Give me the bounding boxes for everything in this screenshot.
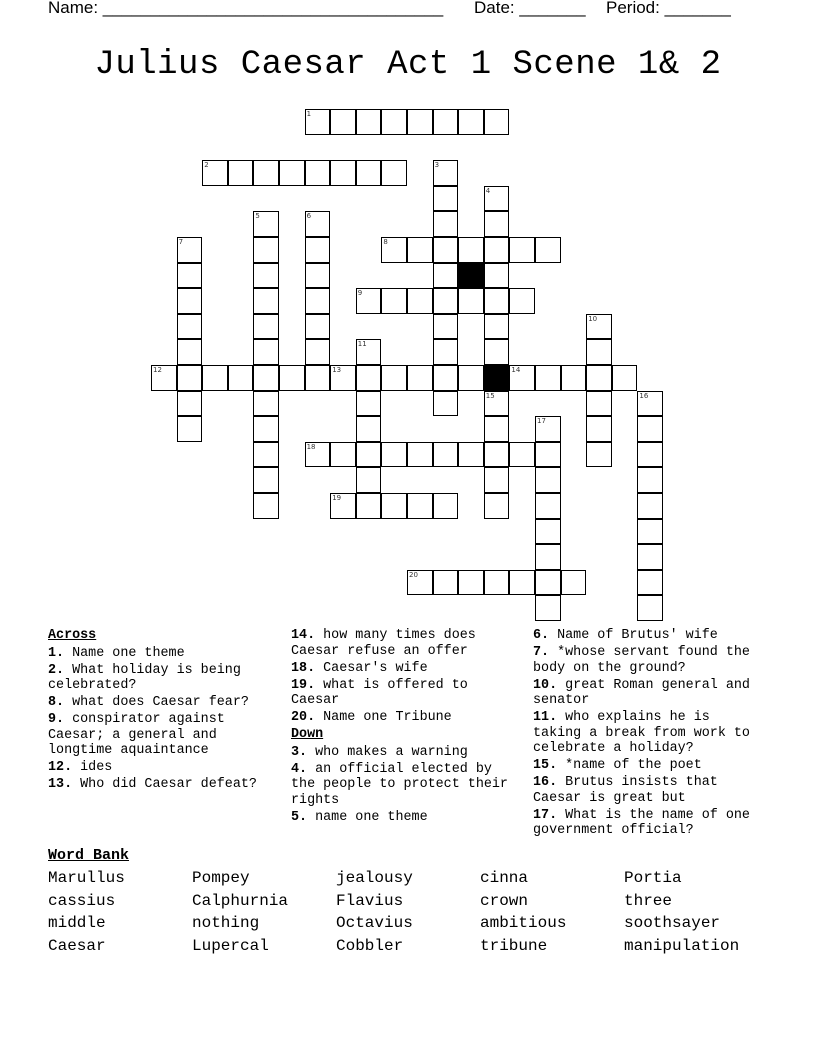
crossword-cell[interactable] bbox=[177, 365, 203, 391]
crossword-cell[interactable] bbox=[433, 109, 459, 135]
crossword-cell[interactable] bbox=[381, 442, 407, 468]
clue-number-10: 10 bbox=[588, 314, 598, 323]
clue-number: 14. bbox=[291, 628, 316, 643]
crossword-cell[interactable] bbox=[535, 467, 561, 493]
crossword-cell[interactable] bbox=[535, 595, 561, 621]
word-bank-item: tribune bbox=[480, 937, 548, 956]
crossword-cell[interactable] bbox=[484, 570, 510, 596]
crossword-cell[interactable] bbox=[305, 160, 331, 186]
down-heading: Down bbox=[291, 727, 324, 742]
clue-item bbox=[291, 661, 521, 677]
clue-text: Name one Tribune bbox=[315, 710, 452, 725]
word-bank-item: ambitious bbox=[480, 914, 567, 933]
crossword-cell[interactable] bbox=[433, 237, 459, 263]
clue-number-9: 9 bbox=[357, 289, 363, 298]
crossword-cell[interactable] bbox=[586, 339, 612, 365]
clue-number: 1. bbox=[48, 645, 65, 661]
crossword-cell[interactable] bbox=[202, 365, 228, 391]
crossword-cell[interactable] bbox=[177, 263, 203, 289]
clues-column-3 bbox=[533, 628, 763, 840]
across-clue-list-continued bbox=[291, 628, 521, 726]
crossword-cell[interactable] bbox=[356, 493, 382, 519]
clue-number: 3. bbox=[291, 744, 308, 760]
clue-number: 12. bbox=[48, 760, 73, 775]
word-bank-item: manipulation bbox=[624, 937, 740, 956]
clue-item bbox=[291, 762, 521, 809]
crossword-cell[interactable] bbox=[279, 365, 305, 391]
clue-number-8: 8 bbox=[383, 238, 388, 246]
crossword-cell[interactable] bbox=[381, 160, 407, 186]
clue-number: 11. bbox=[533, 710, 558, 725]
crossword-cell[interactable] bbox=[356, 416, 382, 442]
clue-number: 7. bbox=[533, 645, 550, 660]
crossword-cell[interactable] bbox=[484, 416, 510, 442]
crossword-cell[interactable] bbox=[305, 365, 331, 391]
name-field[interactable]: Name: ____________________________________ bbox=[48, 0, 444, 17]
clue-number-1: 1 bbox=[306, 110, 312, 118]
crossword-cell[interactable] bbox=[509, 570, 535, 596]
clue-item bbox=[48, 663, 278, 694]
clue-item bbox=[48, 695, 278, 711]
crossword-cell[interactable] bbox=[484, 288, 510, 314]
crossword-cell[interactable] bbox=[305, 314, 331, 340]
crossword-cell[interactable] bbox=[253, 416, 279, 442]
word-bank-item: crown bbox=[480, 891, 529, 910]
crossword-cell[interactable] bbox=[381, 493, 407, 519]
crossword-cell[interactable] bbox=[407, 288, 433, 314]
crossword-cell[interactable] bbox=[253, 288, 279, 314]
crossword-cell[interactable] bbox=[433, 493, 459, 519]
crossword-cell[interactable] bbox=[458, 109, 484, 135]
crossword-cell[interactable] bbox=[484, 339, 510, 365]
crossword-cell[interactable] bbox=[407, 237, 433, 263]
crossword-cell[interactable] bbox=[509, 237, 535, 263]
word-bank-item: Lupercal bbox=[192, 937, 269, 956]
clue-item bbox=[533, 645, 763, 676]
word-bank-item: soothsayer bbox=[624, 914, 721, 933]
crossword-cell[interactable] bbox=[433, 391, 459, 417]
clue-number-19: 19 bbox=[332, 494, 342, 502]
crossword-black-cell bbox=[484, 365, 510, 391]
crossword-cell[interactable] bbox=[586, 416, 612, 442]
across-clue-list bbox=[48, 646, 278, 793]
crossword-cell[interactable] bbox=[484, 314, 510, 340]
clue-text: what does Caesar fear? bbox=[64, 695, 249, 710]
clue-number: 17. bbox=[533, 807, 558, 823]
crossword-cell[interactable] bbox=[637, 442, 663, 468]
crossword-cell[interactable] bbox=[561, 365, 587, 391]
clue-number-4: 4 bbox=[485, 186, 491, 195]
crossword-cell[interactable] bbox=[509, 442, 535, 468]
clue-number-5: 5 bbox=[255, 212, 260, 221]
down-clue-list bbox=[291, 745, 521, 826]
clue-text: What is the name of one government official? bbox=[533, 807, 750, 838]
crossword-cell[interactable] bbox=[535, 442, 561, 468]
crossword-cell[interactable] bbox=[330, 160, 356, 186]
crossword-cell[interactable] bbox=[330, 442, 356, 468]
crossword-cell[interactable] bbox=[177, 416, 203, 442]
clue-text: What holiday is being celebrated? bbox=[48, 662, 241, 693]
clue-text: *whose servant found the body on the ground? bbox=[533, 645, 750, 676]
crossword-cell[interactable] bbox=[458, 288, 484, 314]
crossword-cell[interactable] bbox=[586, 391, 612, 417]
clue-number-16: 16 bbox=[639, 391, 649, 400]
crossword-cell[interactable] bbox=[356, 160, 382, 186]
clue-text: Name of Brutus' wife bbox=[549, 628, 718, 643]
word-bank-item: Pompey bbox=[192, 869, 250, 887]
word-bank bbox=[48, 869, 808, 960]
crossword-cell[interactable] bbox=[509, 288, 535, 314]
crossword-cell[interactable] bbox=[535, 544, 561, 570]
clue-number: 10. bbox=[533, 677, 558, 693]
word-bank-item: Calphurnia bbox=[192, 891, 289, 910]
clue-item bbox=[533, 710, 763, 757]
across-heading: Across bbox=[48, 628, 97, 643]
clue-text: how many times does Caesar refuse an offer bbox=[291, 628, 476, 659]
clue-item bbox=[291, 710, 521, 726]
crossword-cell[interactable] bbox=[253, 391, 279, 417]
crossword-cell[interactable] bbox=[356, 467, 382, 493]
crossword-cell[interactable] bbox=[381, 288, 407, 314]
crossword-cell[interactable] bbox=[356, 442, 382, 468]
crossword-cell[interactable] bbox=[305, 263, 331, 289]
crossword-cell[interactable] bbox=[535, 493, 561, 519]
clue-number: 6. bbox=[533, 628, 550, 643]
crossword-cell[interactable] bbox=[484, 493, 510, 519]
clue-number-20: 20 bbox=[409, 570, 418, 579]
crossword-cell[interactable] bbox=[253, 263, 279, 289]
word-bank-item: jealousy bbox=[336, 869, 413, 887]
clue-item bbox=[533, 775, 763, 806]
crossword-cell[interactable] bbox=[535, 570, 561, 596]
crossword-cell[interactable] bbox=[612, 365, 638, 391]
clue-number-3: 3 bbox=[434, 161, 440, 170]
clue-item bbox=[48, 760, 278, 776]
word-bank-item: Caesar bbox=[48, 937, 106, 956]
word-bank-item: cassius bbox=[48, 891, 116, 910]
clue-number: 9. bbox=[48, 712, 65, 727]
crossword-cell[interactable] bbox=[535, 365, 561, 391]
crossword-cell[interactable] bbox=[484, 467, 510, 493]
crossword-cell[interactable] bbox=[484, 442, 510, 468]
crossword-cell[interactable] bbox=[253, 160, 279, 186]
crossword-cell[interactable] bbox=[228, 160, 254, 186]
clue-item bbox=[48, 712, 278, 759]
word-bank-item: Octavius bbox=[336, 914, 413, 933]
crossword-cell[interactable] bbox=[433, 288, 459, 314]
clues-column-2 bbox=[291, 628, 521, 827]
clue-number-11: 11 bbox=[357, 340, 367, 349]
date-field[interactable]: Date: _______ bbox=[474, 0, 586, 17]
crossword-cell[interactable] bbox=[535, 519, 561, 545]
crossword-cell[interactable] bbox=[433, 339, 459, 365]
crossword-cell[interactable] bbox=[458, 365, 484, 391]
crossword-cell[interactable] bbox=[637, 493, 663, 519]
clue-text: an official elected by the people to protect their rights bbox=[291, 761, 508, 808]
clue-item bbox=[291, 678, 521, 709]
crossword-cell[interactable] bbox=[484, 263, 510, 289]
clue-text: name one theme bbox=[307, 809, 428, 825]
crossword-cell[interactable] bbox=[458, 237, 484, 263]
clue-number: 20. bbox=[291, 710, 316, 725]
clue-number-13: 13 bbox=[332, 366, 342, 374]
crossword-cell[interactable] bbox=[253, 467, 279, 493]
word-bank-item: cinna bbox=[480, 869, 529, 887]
clue-number: 4. bbox=[291, 761, 308, 777]
clue-item bbox=[533, 808, 763, 839]
crossword-cell[interactable] bbox=[637, 467, 663, 493]
clue-text: Name one theme bbox=[64, 645, 185, 661]
crossword-cell[interactable] bbox=[637, 519, 663, 545]
crossword-cell[interactable] bbox=[177, 391, 203, 417]
crossword-cell[interactable] bbox=[637, 416, 663, 442]
clue-number-7: 7 bbox=[178, 238, 184, 246]
clue-text: ides bbox=[72, 760, 113, 775]
clue-number: 5. bbox=[291, 809, 308, 825]
clue-text: who explains he is taking a break from work to celebrate a holiday? bbox=[533, 710, 750, 756]
crossword-black-cell bbox=[458, 263, 484, 289]
clue-text: Caesar's wife bbox=[315, 660, 428, 676]
crossword-cell[interactable] bbox=[253, 314, 279, 340]
crossword-cell[interactable] bbox=[253, 442, 279, 468]
clue-item bbox=[291, 810, 521, 826]
crossword-cell[interactable] bbox=[177, 339, 203, 365]
period-field[interactable]: Period: _______ bbox=[606, 0, 731, 17]
crossword-cell[interactable] bbox=[433, 442, 459, 468]
clue-number-12: 12 bbox=[153, 366, 162, 374]
crossword-cell[interactable] bbox=[458, 442, 484, 468]
crossword-cell[interactable] bbox=[253, 365, 279, 391]
clue-number-2: 2 bbox=[204, 161, 209, 170]
clue-item bbox=[48, 777, 278, 793]
clue-item bbox=[48, 646, 278, 662]
crossword-cell[interactable] bbox=[433, 314, 459, 340]
clue-number: 13. bbox=[48, 777, 73, 792]
crossword-cell[interactable] bbox=[305, 339, 331, 365]
crossword-cell[interactable] bbox=[305, 288, 331, 314]
clue-item bbox=[291, 628, 521, 659]
crossword-cell[interactable] bbox=[586, 365, 612, 391]
crossword-cell[interactable] bbox=[381, 109, 407, 135]
crossword-cell[interactable] bbox=[356, 391, 382, 417]
crossword-cell[interactable] bbox=[407, 493, 433, 519]
clue-text: what is offered to Caesar bbox=[291, 677, 468, 708]
crossword-cell[interactable] bbox=[279, 160, 305, 186]
crossword-cell[interactable] bbox=[637, 544, 663, 570]
crossword-cell[interactable] bbox=[177, 314, 203, 340]
clue-text: Brutus insists that Caesar is great but bbox=[533, 775, 718, 806]
clue-text: who makes a warning bbox=[307, 744, 468, 760]
word-bank-item: middle bbox=[48, 914, 106, 933]
word-bank-item: Marullus bbox=[48, 869, 125, 887]
crossword-cell[interactable] bbox=[433, 365, 459, 391]
clue-text: Who did Caesar defeat? bbox=[72, 777, 257, 792]
word-bank-item: Cobbler bbox=[336, 937, 404, 956]
clue-number: 15. bbox=[533, 758, 558, 773]
crossword-cell[interactable] bbox=[586, 442, 612, 468]
crossword-cell[interactable] bbox=[433, 211, 459, 237]
clue-number-14: 14 bbox=[511, 366, 521, 374]
crossword-cell[interactable] bbox=[253, 493, 279, 519]
crossword-cell[interactable] bbox=[433, 186, 459, 212]
crossword-cell[interactable] bbox=[253, 339, 279, 365]
crossword-cell[interactable] bbox=[561, 570, 587, 596]
crossword-cell[interactable] bbox=[381, 365, 407, 391]
crossword-cell[interactable] bbox=[484, 211, 510, 237]
word-bank-heading: Word Bank bbox=[48, 847, 130, 864]
page-title: Julius Caesar Act 1 Scene 1& 2 bbox=[94, 46, 722, 84]
clue-number: 16. bbox=[533, 775, 558, 790]
crossword-cell[interactable] bbox=[484, 109, 510, 135]
clue-number: 18. bbox=[291, 660, 316, 676]
crossword-cell[interactable] bbox=[177, 288, 203, 314]
clues-column-1 bbox=[48, 628, 278, 794]
crossword-cell[interactable] bbox=[305, 237, 331, 263]
clue-number: 2. bbox=[48, 662, 65, 678]
crossword-cell[interactable] bbox=[637, 570, 663, 596]
crossword-cell[interactable] bbox=[458, 570, 484, 596]
crossword-cell[interactable] bbox=[407, 109, 433, 135]
crossword-cell[interactable] bbox=[484, 237, 510, 263]
clue-text: *name of the poet bbox=[557, 758, 702, 773]
word-bank-item: nothing bbox=[192, 914, 260, 933]
clue-text: great Roman general and senator bbox=[533, 677, 750, 708]
clue-number: 8. bbox=[48, 695, 65, 710]
clue-number: 19. bbox=[291, 677, 316, 693]
crossword-cell[interactable] bbox=[407, 365, 433, 391]
crossword-cell[interactable] bbox=[637, 595, 663, 621]
crossword-cell[interactable] bbox=[407, 442, 433, 468]
clue-item bbox=[533, 758, 763, 774]
clue-number-18: 18 bbox=[306, 442, 316, 451]
clue-item bbox=[533, 628, 763, 644]
crossword-cell[interactable] bbox=[535, 237, 561, 263]
crossword-cell[interactable] bbox=[433, 263, 459, 289]
clue-text: conspirator against Caesar; a general and longtime aquaintance bbox=[48, 712, 225, 758]
clue-number-17: 17 bbox=[537, 417, 546, 426]
clue-number-6: 6 bbox=[306, 212, 312, 221]
clue-number-15: 15 bbox=[485, 391, 495, 400]
clue-item bbox=[291, 745, 521, 761]
clue-item bbox=[533, 678, 763, 709]
word-bank-item: three bbox=[624, 891, 673, 910]
crossword-cell[interactable] bbox=[330, 109, 356, 135]
crossword-cell[interactable] bbox=[253, 237, 279, 263]
crossword-cell[interactable] bbox=[433, 570, 459, 596]
crossword-cell[interactable] bbox=[356, 365, 382, 391]
crossword-cell[interactable] bbox=[228, 365, 254, 391]
down-clue-list-continued bbox=[533, 628, 763, 839]
crossword-cell[interactable] bbox=[356, 109, 382, 135]
word-bank-item: Flavius bbox=[336, 891, 404, 910]
word-bank-item: Portia bbox=[624, 869, 682, 887]
